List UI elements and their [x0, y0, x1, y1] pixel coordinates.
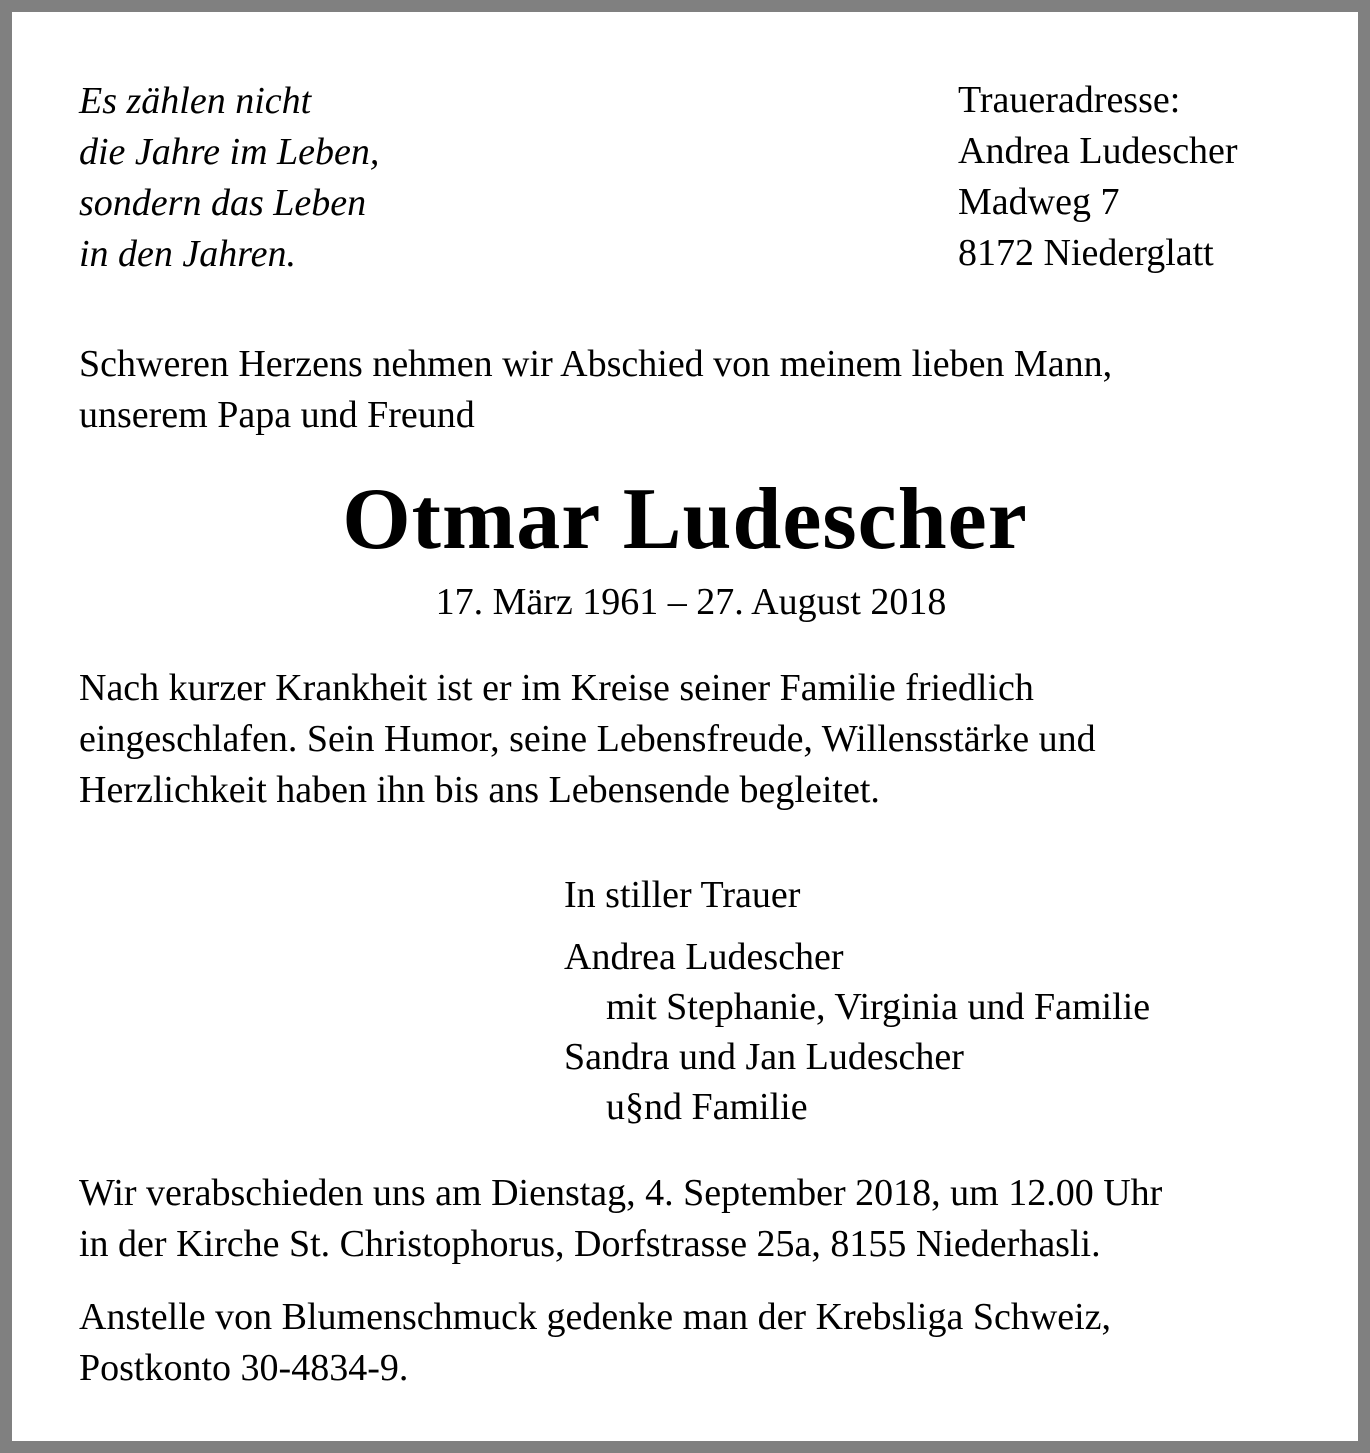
- service-line: in der Kirche St. Christophorus, Dorfstrasse 25a, 8155 Niederhasli.: [79, 1223, 1101, 1265]
- donation-notice: [79, 1292, 1111, 1394]
- address-city: 8172 Niederglatt: [958, 232, 1214, 274]
- mourner-relatives: u§nd Familie: [606, 1086, 808, 1128]
- intro-paragraph: [79, 339, 1112, 441]
- address-street: Madweg 7: [958, 181, 1120, 223]
- motto-line: sondern das Leben: [79, 182, 367, 224]
- donation-line: Postkonto 30-4834-9.: [79, 1347, 409, 1389]
- mourner-name: Sandra und Jan Ludescher: [564, 1036, 964, 1078]
- body-line: Nach kurzer Krankheit ist er im Kreise seiner Familie friedlich: [79, 667, 1034, 709]
- deceased-name: Otmar Ludescher: [342, 471, 1028, 568]
- mourner-name: Andrea Ludescher: [564, 936, 844, 978]
- mourners-list: [564, 932, 1150, 1132]
- life-dates: 17. März 1961 – 27. August 2018: [435, 581, 947, 623]
- service-notice: [79, 1168, 1162, 1270]
- mourning-address: [958, 75, 1238, 279]
- motto-line: in den Jahren.: [79, 233, 297, 275]
- intro-line: Schweren Herzens nehmen wir Abschied von meinem lieben Mann,: [79, 343, 1113, 385]
- motto-quote: [79, 76, 379, 280]
- mourner-relatives: mit Stephanie, Virginia und Familie: [606, 986, 1151, 1028]
- body-line: Herzlichkeit haben ihn bis ans Lebensende begleitet.: [79, 769, 880, 811]
- mourning-heading: In stiller Trauer: [564, 874, 801, 916]
- address-name: Andrea Ludescher: [958, 130, 1238, 172]
- address-label: Traueradresse:: [958, 79, 1181, 121]
- motto-line: die Jahre im Leben,: [79, 131, 380, 173]
- donation-line: Anstelle von Blumenschmuck gedenke man der Krebsliga Schweiz,: [79, 1296, 1112, 1338]
- body-line: eingeschlafen. Sein Humor, seine Lebensfreude, Willensstärke und: [79, 718, 1096, 760]
- motto-line: Es zählen nicht: [79, 80, 312, 122]
- body-paragraph: [79, 663, 1096, 816]
- intro-line: unserem Papa und Freund: [79, 394, 475, 436]
- service-line: Wir verabschieden uns am Dienstag, 4. September 2018, um 12.00 Uhr: [79, 1172, 1163, 1214]
